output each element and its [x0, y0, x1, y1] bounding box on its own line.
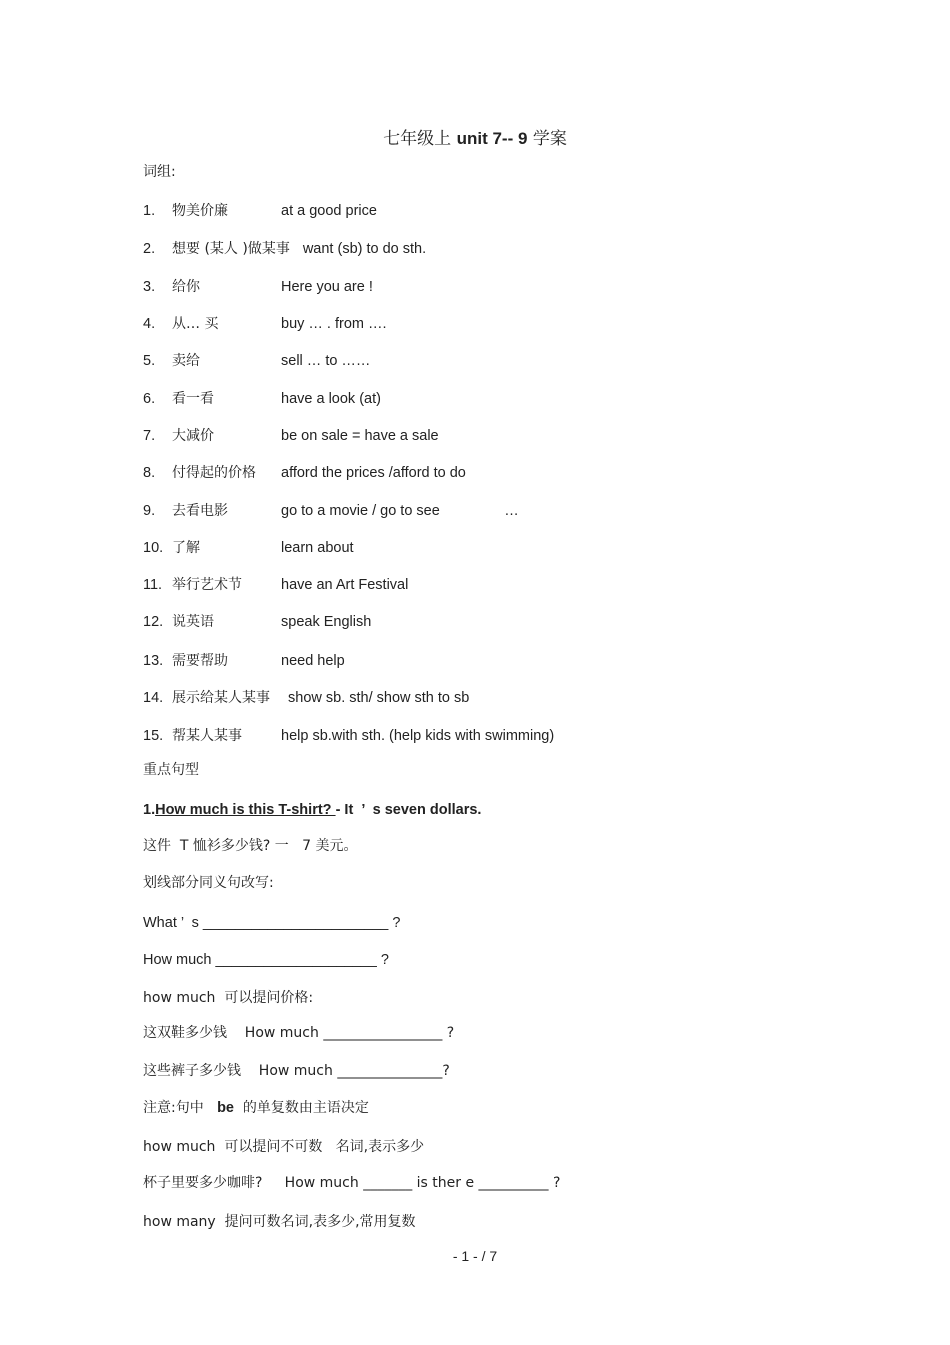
key-number: 1. [143, 802, 156, 818]
phrase-english: at a good price [281, 203, 377, 219]
note-line: how many 提问可数名词,表多少,常用复数 [143, 1214, 416, 1230]
note-text: 注意:句中 [143, 1100, 218, 1116]
phrase-english: show sb. sth/ show sth to sb [288, 690, 470, 706]
phrase-number: 5. [143, 353, 156, 369]
phrase-item [143, 389, 381, 409]
phrase-number: 3. [143, 279, 156, 295]
phrase-number: 10. [143, 540, 164, 556]
note-bold-word: be [217, 1100, 234, 1116]
page-title [0, 124, 950, 149]
note-text: 的单复数由主语决定 [234, 1100, 369, 1116]
key-sentence-1 [143, 800, 481, 820]
phrase-item [143, 426, 439, 446]
phrase-number: 12. [143, 614, 164, 630]
note-line: 这些裤子多少钱 How much _______________? [143, 1063, 450, 1079]
phrase-chinese: 卖给 [172, 353, 200, 369]
title-cn-prefix: 七年级上 [383, 129, 452, 149]
phrase-item [143, 314, 387, 334]
phrase-english: have a look (at) [281, 391, 381, 407]
phrase-item [143, 688, 469, 708]
phrase-number: 11. [143, 577, 163, 593]
phrase-chinese: 看一看 [172, 391, 214, 407]
phrase-chinese: 从… 买 [172, 316, 219, 332]
phrase-chinese: 需要帮助 [172, 653, 228, 669]
phrase-chinese: 展示给某人某事 [172, 690, 270, 706]
phrase-english: afford the prices /afford to do [281, 465, 466, 481]
note-line: 杯子里要多少咖啡? How much _______ is ther e __________ ? [143, 1175, 561, 1191]
phrase-item [143, 277, 373, 297]
phrase-item [143, 575, 409, 595]
note-line: 这双鞋多少钱 How much _________________ ? [143, 1025, 455, 1041]
phrase-english: need help [281, 653, 345, 669]
phrase-number: 14. [143, 690, 164, 706]
key-question: How much is this T-shirt? [155, 802, 336, 818]
phrase-chinese: 了解 [172, 540, 200, 556]
phrase-number: 13. [143, 653, 164, 669]
phrase-english: help sb.with sth. (help kids with swimming) [281, 728, 555, 744]
phrase-english: learn about [281, 540, 354, 556]
phrase-chinese: 帮某人某事 [172, 728, 242, 744]
note-line [143, 1098, 369, 1118]
title-unit: unit 7-- 9 [456, 129, 528, 148]
phrase-chinese: 物美价廉 [172, 203, 228, 219]
phrase-english: want (sb) to do sth. [302, 241, 427, 257]
note-line: how much 可以提问价格: [143, 990, 314, 1006]
phrase-english: go to a movie / go to see … [281, 503, 519, 519]
phrase-item [143, 463, 466, 483]
note-line: how much 可以提问不可数 名词,表示多少 [143, 1139, 425, 1155]
phrase-english: buy … . from …. [281, 316, 387, 332]
phrase-number: 8. [143, 465, 156, 481]
phrase-item [143, 239, 426, 259]
phrase-item [143, 726, 555, 746]
page-number: - 1 - / 7 [452, 1248, 498, 1264]
key-translation: 这件 T 恤衫多少钱? 一 7 美元。 [143, 838, 358, 854]
phrase-english: sell … to …… [281, 353, 371, 369]
phrase-number: 15. [143, 728, 164, 744]
phrase-item [143, 651, 345, 671]
phrases-heading: 词组: [143, 164, 176, 180]
rewrite-line-2: How much ____________________ ? [143, 952, 389, 968]
phrase-item [143, 201, 377, 221]
key-sentences-heading: 重点句型 [143, 762, 199, 778]
phrase-english: speak English [281, 614, 372, 630]
phrase-item [143, 538, 354, 558]
key-answer: - It ’ s seven dollars. [335, 802, 482, 818]
phrase-item [143, 501, 519, 521]
phrase-chinese: 付得起的价格 [172, 465, 256, 481]
phrase-english: be on sale = have a sale [281, 428, 439, 444]
phrase-number: 2. [143, 241, 156, 257]
phrase-item [143, 351, 371, 371]
phrase-chinese: 说英语 [172, 614, 214, 630]
phrase-english: have an Art Festival [281, 577, 409, 593]
rewrite-label: 划线部分同义句改写: [143, 875, 274, 891]
phrase-item [143, 612, 372, 632]
phrase-number: 9. [143, 503, 156, 519]
phrase-english: Here you are ! [281, 279, 373, 295]
phrase-chinese: 想要 (某人 )做某事 [172, 241, 290, 257]
phrase-number: 6. [143, 391, 156, 407]
phrase-chinese: 大减价 [172, 428, 214, 444]
phrase-number: 1. [143, 203, 156, 219]
phrase-chinese: 举行艺术节 [172, 577, 242, 593]
phrase-chinese: 去看电影 [172, 503, 228, 519]
phrase-number: 7. [143, 428, 156, 444]
title-cn-suffix: 学案 [532, 129, 567, 149]
phrase-number: 4. [143, 316, 156, 332]
phrase-chinese: 给你 [172, 279, 200, 295]
rewrite-line-1: What ’ s _______________________ ? [143, 915, 401, 931]
